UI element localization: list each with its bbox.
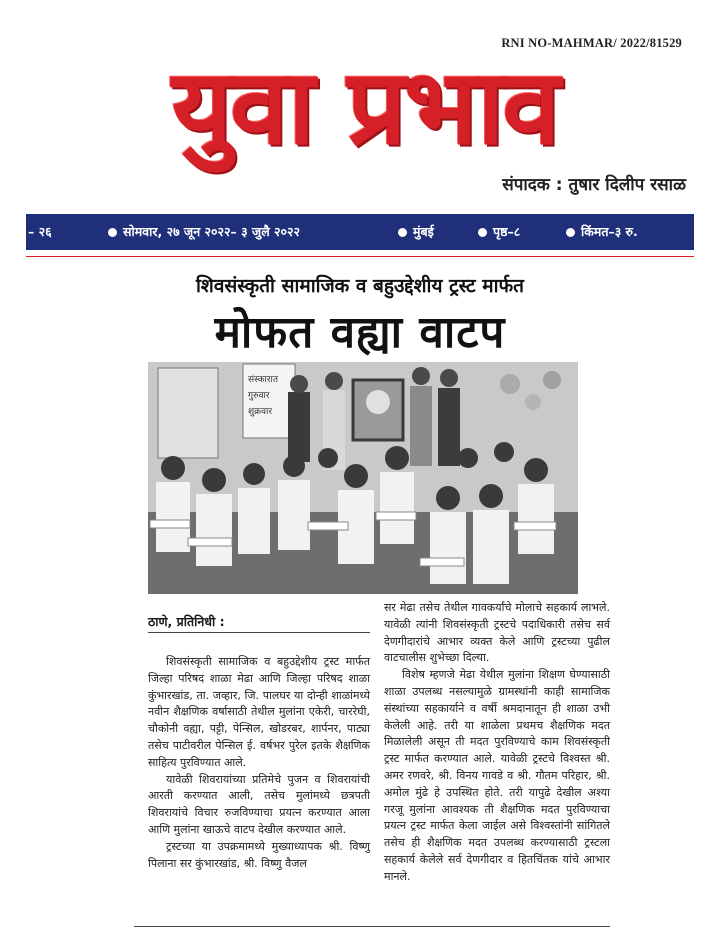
masthead [40,42,690,192]
article-column-1 [148,654,370,872]
article-kicker: शिवसंस्कृती सामाजिक व बहुउद्देशीय ट्रस्ट मार्फत [196,275,524,297]
editor-line: संपादक : तुषार दिलीप रसाळ [502,175,686,195]
dateline: ठाणे, प्रतिनिधी : [148,614,225,629]
issue-date: सोमवार, २७ जून २०२२– ३ जुलै २०२२ [108,223,300,240]
paragraph: शिवसंस्कृती सामाजिक व बहुउद्देशीय ट्रस्ट मार्फत जिल्हा परिषद शाळा मेढा आणि जिल्हा परिषद शाळा कुंभारखांड, ता. जव्हार, जि. पालघर या दोन्ही शाळांमध्ये नवीन शैक्षणिक वर्षासाठी तेथील मुलांना एकेरी, चाररेघी, चौकोनी वह्या, पट्टी, पेन्सिल, खोडरबर, शार्पनर, पाट्या तसेच पाटीवरील पेन्सिल ई. वर्षभर पुरेल इतके शैक्षणिक साहित्य पुरविण्यात आले. [148,655,370,769]
rni-number: RNI NO-MAHMAR/ 2022/81529 [501,36,682,50]
board-line: संस्कारात [248,375,278,385]
price: किंमत–३ रु. [566,223,638,240]
classroom-photo-illustration [148,362,578,594]
article-column-2 [384,600,610,886]
bullet-icon [478,228,487,237]
article-photo [148,362,578,594]
bullet-icon [398,228,407,237]
paragraph: ट्रस्टच्या या उपक्रमामध्ये मुख्याध्यापक श्री. विष्णु पिलाना सर कुंभारखांड, श्री. विष्णु वैजल [148,839,370,870]
paragraph: विशेष म्हणजे मेढा येथील मुलांना शिक्षण घेण्यासाठी शाळा उपलब्ध नसल्यामुळे ग्रामस्थांनी काही सामाजिक संस्थांच्या सहकार्याने व वर्षी श्रमदानातून ही शाळा उभी केलेली आहे. तरी या शाळेला प्रथमच शैक्षणिक मदत मिळालेली असून ती मदत पुरविण्याचे काम शिवसंस्कृती ट्रस्ट मार्फत करण्यात आले. यावेळी ट्रस्टचे विश्वस्त श्री. अमर रणवरे, श्री. विनय गावडे व श्री. गौतम परिहार, श्री. अमोल मुंढे हे उपस्थित होते. तरी यापुढे देखील अश्या गरजू मुलांना आवश्यक ती शैक्षणिक मदत पुरविण्याचा प्रयत्न ट्रस्ट मार्फत केला जाईल असे विश्वस्तांनी सांगितले तसेच ही शैक्षणिक मदत उपलब्ध करण्यासाठी ट्रस्टला सहकार्य केलेले सर्व देणगीदार व हितचिंतक यांचे आभार मानले. [384,668,610,883]
board-line: गुरुवार [248,391,270,401]
header-divider [26,256,694,257]
page-count: पृष्ठ–८ [478,223,520,240]
article-bottom-rule [134,926,610,927]
issue-number: – २६ [28,224,52,239]
board-line: शुक्रवार [248,407,273,417]
article-headline: मोफत वह्या वाटप [214,307,506,358]
bullet-icon [108,228,117,237]
bullet-icon [566,228,575,237]
issue-city: मुंबई [398,223,434,240]
dateline-rule [148,632,370,633]
paragraph: सर मेढा तसेच तेथील गावकर्यांचे मोलाचे सहकार्य लाभले. यावेळी त्यांनी शिवसंस्कृती ट्रस्टचे पदाधिकारी तसेच सर्व देणगीदारांचे आभार व्यक्त केले आणि ट्रस्टच्या पुढील वाटचालीस शुभेच्छा दिल्या. [384,601,610,665]
info-bar [26,214,694,250]
newspaper-title: युवा प्रभाव [171,46,559,168]
paragraph: यावेळी शिवरायांच्या प्रतिमेचे पुजन व शिवरायांची आरती करण्यात आली, तसेच मुलांमध्ये छत्रपती शिवरायांचे विचार रुजविण्याचा प्रयत्न करण्यात आला आणि मुलांना खाऊचे वाटप देखील करण्यात आले. [148,772,370,836]
